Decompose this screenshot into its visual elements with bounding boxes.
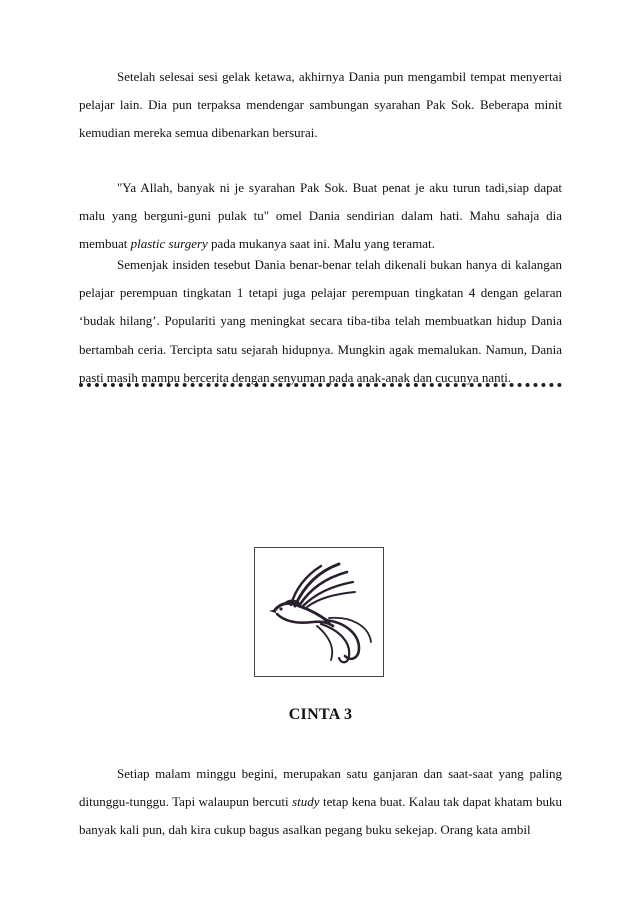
paragraph-2 (79, 174, 562, 259)
paragraph-3 (79, 251, 562, 392)
chapter-heading: CINTA 3 (288, 706, 353, 723)
swallow-bird-icon (255, 548, 383, 676)
paragraph-1 (79, 63, 562, 148)
text-run: tetap kena buat. Kalau tak dapat khatam buku banyak kali pun, dah kira cukup bagus asalkan pegang buku sekejap. Orang kata ambil (79, 794, 562, 838)
italic-term: plastic surgery (130, 236, 208, 252)
text-run: "Ya Allah, banyak ni je syarahan Pak Sok. Buat penat je aku turun tadi,siap dapat malu yang berguni-guni pulak tu" omel Dania sendirian dalam hati. Mahu sahaja dia membuat (79, 180, 562, 252)
paragraph-4 (79, 760, 562, 845)
text-run: Semenjak insiden tesebut Dania benar-benar telah dikenali bukan hanya di kalangan pelajar perempuan tingkatan 1 tetapi juga pelajar perempuan tingkatan 4 dengan gelaran ‘budak hilang’. Populariti yang meningkat secara tiba-tiba telah membuatkan hidup Dania bertambah ceria. Tercipta satu sejarah hidupnya. Mungkin agak memalukan. Namun, Dania pasti masih mampu bercerita dengan senyuman pada anak-anak dan cucunya nanti. (79, 257, 562, 385)
text-run: Setiap malam minggu begini, merupakan satu ganjaran dan saat-saat yang paling ditunggu-tunggu. Tapi walaupun bercuti (79, 766, 562, 810)
text-run: Setelah selesai sesi gelak ketawa, akhirnya Dania pun mengambil tempat menyertai pelajar lain. Dia pun terpaksa mendengar sambungan syarahan Pak Sok. Beberapa minit kemudian mereka semua dibenarkan bersurai. (79, 69, 562, 141)
section-divider (79, 383, 562, 387)
text-run: pada mukanya saat ini. Malu yang teramat. (207, 236, 435, 252)
bird-illustration-frame (254, 547, 384, 677)
italic-term: study (292, 794, 320, 810)
